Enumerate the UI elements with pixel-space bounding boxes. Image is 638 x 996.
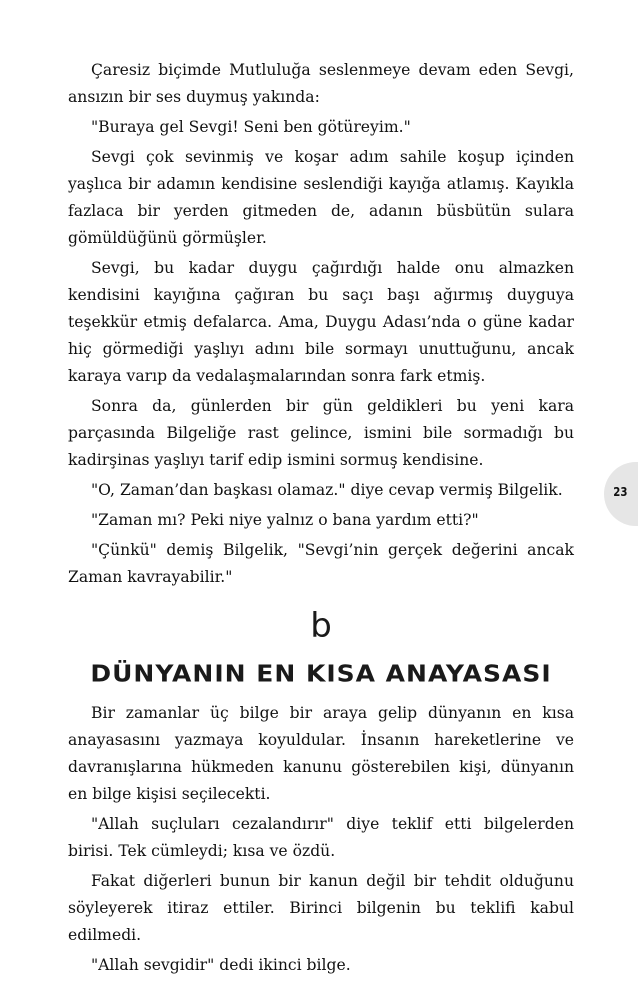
paragraph: "Allah sevgidir" dedi ikinci bilge. bbox=[91, 956, 351, 974]
paragraph: "O, Zaman’dan başkası olamaz." diye cevap vermiş Bilgelik. bbox=[91, 481, 563, 499]
paragraph: Bir zamanlar üç bilge bir araya gelip dünyanın en kısa anayasasını yazmaya koyuldular. İnsanın hareketlerine ve davranışlarına hükmeden kanunu gösterebilen kişi, dünyanın en bilge kişisi seçilecekti. bbox=[68, 704, 574, 803]
page-number: 23 bbox=[613, 485, 628, 499]
paragraph: "Buraya gel Sevgi! Seni ben götüreyim." bbox=[91, 118, 411, 136]
paragraph: "Çünkü" demiş Bilgelik, "Sevgi’nin gerçek değerini ancak Zaman kavrayabilir." bbox=[68, 541, 574, 586]
section-title: DÜNYANIN EN KISA ANAYASASI bbox=[90, 659, 552, 688]
section-separator: b bbox=[310, 606, 332, 646]
paragraph: Sevgi, bu kadar duygu çağırdığı halde onu almazken kendisini kayığına çağıran bu saçı başı ağırmış duyguya teşekkür etmiş defalarca. Ama, Duygu Adası’nda o güne kadar hiç görmediği yaşlıyı adını bile sormayı unuttuğunu, ancak karaya varıp da vedalaşmalarından sonra fark etmiş. bbox=[68, 259, 574, 385]
paragraph: Sevgi çok sevinmiş ve koşar adım sahile koşup içinden yaşlıca bir adamın kendisine seslendiği kayığa atlamış. Kayıkla fazlaca bir yerden gitmeden de, adanın büsbütün sulara gömüldüğünü görmüşler. bbox=[68, 148, 574, 247]
page-text bbox=[68, 57, 574, 982]
paragraph: "Zaman mı? Peki niye yalnız o bana yardım etti?" bbox=[91, 511, 479, 529]
page-number-tab bbox=[604, 462, 638, 526]
paragraph: Sonra da, günlerden bir gün geldikleri bu yeni kara parçasında Bilgeliğe rast gelince, ismini bile sormadığı bu kadirşinas yaşlıyı tarif edip ismini sormuş kendisine. bbox=[68, 397, 574, 469]
paragraph: Fakat diğerleri bunun bir kanun değil bir tehdit olduğunu söyleyerek itiraz ettiler. Birinci bilgenin bu teklifi kabul edilmedi. bbox=[68, 872, 574, 944]
paragraph: "Allah suçluları cezalandırır" diye teklif etti bilgelerden birisi. Tek cümleydi; kısa ve özdü. bbox=[68, 815, 574, 860]
paragraph: Çaresiz biçimde Mutluluğa seslenmeye devam eden Sevgi, ansızın bir ses duymuş yakında: bbox=[68, 61, 574, 106]
